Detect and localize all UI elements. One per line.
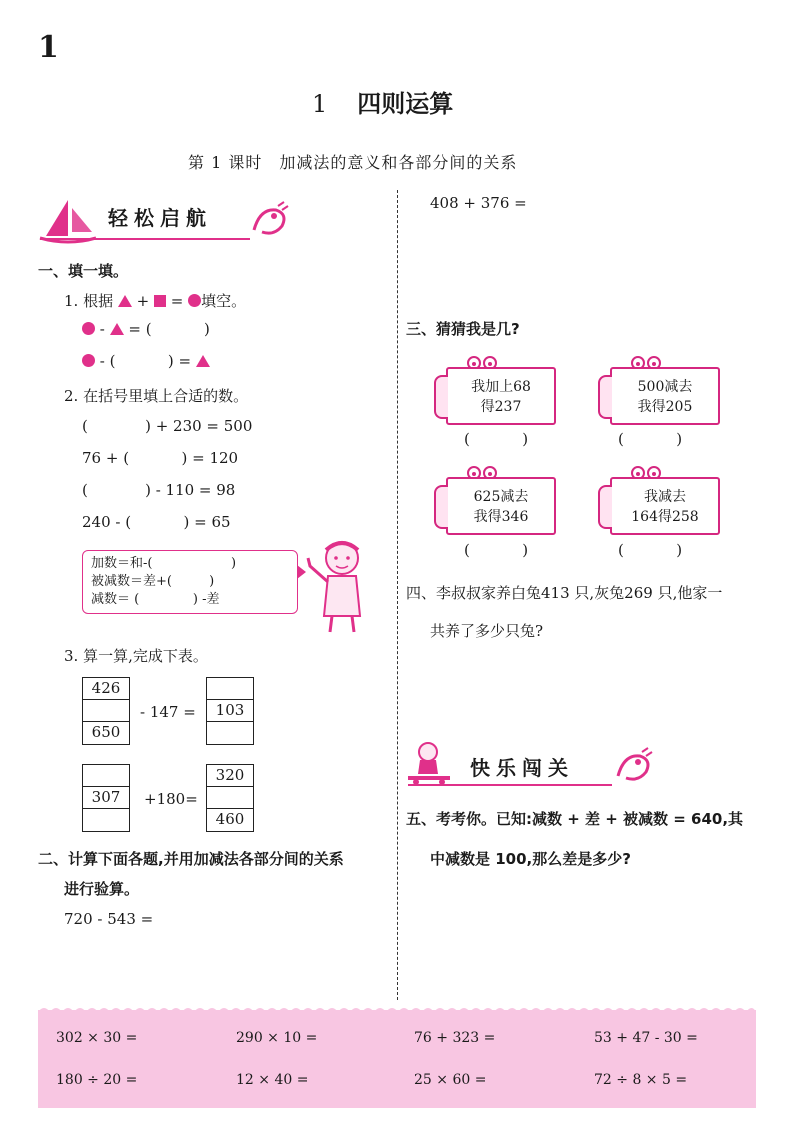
- practice-expr[interactable]: 76 + 323 =: [414, 1030, 496, 1046]
- card-2-line-1: 500减去: [637, 379, 693, 395]
- practice-expr[interactable]: 72 ÷ 8 × 5 =: [594, 1072, 688, 1088]
- table1-left-cell: 650: [91, 723, 121, 741]
- triangle-icon: [196, 355, 210, 367]
- card-2-line-2: 我得205: [637, 399, 693, 415]
- circle-icon: [82, 354, 95, 367]
- q1-suffix: 填空。: [201, 292, 247, 310]
- dragon-icon: [612, 746, 654, 788]
- q1-line-1: - = ( ): [82, 320, 210, 338]
- chapter-name: 四则运算: [357, 89, 454, 118]
- table2-right-cell: 320: [207, 765, 253, 787]
- rule-line-3[interactable]: 减数＝ ( ) -差: [91, 592, 220, 607]
- guess-card-4: [610, 477, 720, 535]
- practice-expr[interactable]: 53 + 47 - 30 =: [594, 1030, 698, 1046]
- table2-left-cell[interactable]: [83, 765, 129, 787]
- rule-line-1[interactable]: 加数＝和-( ): [91, 556, 237, 571]
- card-hand: [598, 485, 612, 529]
- section-5-line-1: 五、考考你。已知:减数 + 差 + 被减数 = 640,其: [406, 810, 744, 828]
- table2-left-cell[interactable]: [83, 809, 129, 831]
- banner-underline: [408, 784, 612, 786]
- card-1-line-2: 得237: [480, 399, 522, 415]
- section-1-heading: 一、填一填。: [38, 262, 129, 280]
- card-1-line-1: 我加上68: [471, 379, 531, 395]
- chapter-title: [312, 84, 453, 119]
- section-2-expr-1[interactable]: 720 - 543 =: [64, 910, 154, 928]
- circle-icon: [82, 322, 95, 335]
- q2-line-4[interactable]: 240 - ( ) = 65: [82, 513, 231, 531]
- practice-expr[interactable]: 25 × 60 =: [414, 1072, 487, 1088]
- table2-right-box: [206, 764, 254, 832]
- lesson-title: 第 1 课时 加减法的意义和各部分间的关系: [188, 153, 518, 172]
- card-3-line-2: 我得346: [473, 509, 529, 525]
- table2-left-box: [82, 764, 130, 832]
- dragon-icon: [248, 200, 290, 242]
- table2-right-cell: 460: [215, 810, 245, 828]
- banner-happy-challenge: 快乐闯关: [470, 756, 574, 780]
- table1-right-box: [206, 677, 254, 745]
- column-divider: [397, 190, 398, 1000]
- rule-line-2[interactable]: 被减数＝差+( ): [91, 574, 215, 589]
- table1-left-cell: 426: [83, 678, 129, 700]
- q1-line-2: - ( ) =: [82, 352, 210, 370]
- card-3-line-1: 625减去: [473, 489, 529, 505]
- section-2-expr-2[interactable]: 408 + 376 =: [430, 194, 527, 212]
- table1-operation: - 147 =: [140, 703, 196, 721]
- q2-line-2[interactable]: 76 + ( ) = 120: [82, 449, 239, 467]
- section-4-line-2: 共养了多少只兔?: [430, 622, 544, 640]
- guess-card-1: [446, 367, 556, 425]
- guess-card-3: [446, 477, 556, 535]
- practice-expr[interactable]: 180 ÷ 20 =: [56, 1072, 138, 1088]
- card-4-line-1: 我减去: [644, 489, 686, 505]
- q1-prompt: 1. 根据 + = 填空。: [64, 292, 247, 310]
- q1-blank-1[interactable]: ( ): [145, 320, 210, 338]
- card-3-answer[interactable]: ( ): [464, 541, 529, 559]
- card-4-line-2: 164得258: [631, 509, 699, 525]
- skateboard-kid-icon: [404, 740, 458, 786]
- card-2-answer[interactable]: ( ): [618, 430, 683, 448]
- page-number: 1: [38, 30, 59, 65]
- chapter-number: 1: [312, 90, 328, 118]
- practice-strip: [38, 1010, 756, 1108]
- table1-right-cell[interactable]: [207, 722, 253, 744]
- card-4-answer[interactable]: ( ): [618, 541, 683, 559]
- q3-prompt: 3. 算一算,完成下表。: [64, 647, 208, 665]
- table1-right-cell: 103: [207, 700, 253, 722]
- practice-expr[interactable]: 290 × 10 =: [236, 1030, 318, 1046]
- boy-pointing-icon: [306, 536, 372, 634]
- section-2-heading-line-1: 二、计算下面各题,并用加减法各部分间的关系: [38, 850, 344, 868]
- table2-operation: +180=: [144, 790, 198, 808]
- q2-line-1[interactable]: ( ) + 230 = 500: [82, 417, 253, 435]
- card-hand: [434, 485, 448, 529]
- card-hand: [434, 375, 448, 419]
- q1-blank-2[interactable]: ( ) =: [109, 352, 192, 370]
- table2-right-cell[interactable]: [207, 787, 253, 809]
- q2-line-3[interactable]: ( ) - 110 = 98: [82, 481, 236, 499]
- q2-prompt: 2. 在括号里填上合适的数。: [64, 387, 249, 405]
- practice-expr[interactable]: 12 × 40 =: [236, 1072, 309, 1088]
- triangle-icon: [110, 323, 124, 335]
- table2-left-cell: 307: [83, 787, 129, 809]
- banner-underline: [40, 238, 250, 240]
- card-hand: [598, 375, 612, 419]
- section-3-heading: 三、猜猜我是几?: [406, 320, 520, 338]
- guess-card-2: [610, 367, 720, 425]
- bubble-tail: [297, 565, 306, 579]
- banner-easy-start: 轻松启航: [108, 206, 212, 230]
- q1-prefix: 1. 根据: [64, 292, 114, 310]
- practice-expr[interactable]: 302 × 30 =: [56, 1030, 138, 1046]
- section-2-heading-line-2: 进行验算。: [64, 880, 140, 898]
- section-5-line-2: 中减数是 100,那么差是多少?: [430, 850, 631, 868]
- circle-icon: [188, 294, 201, 307]
- triangle-icon: [118, 295, 132, 307]
- rule-bubble: [82, 550, 298, 614]
- table1-left-box: [82, 677, 130, 745]
- section-4-line-1: 四、李叔叔家养白兔413 只,灰兔269 只,他家一: [406, 584, 723, 602]
- card-1-answer[interactable]: ( ): [464, 430, 529, 448]
- square-icon: [154, 295, 166, 307]
- table1-right-cell[interactable]: [207, 678, 253, 700]
- wavy-edge: [38, 1004, 756, 1012]
- table1-left-cell[interactable]: [83, 700, 129, 722]
